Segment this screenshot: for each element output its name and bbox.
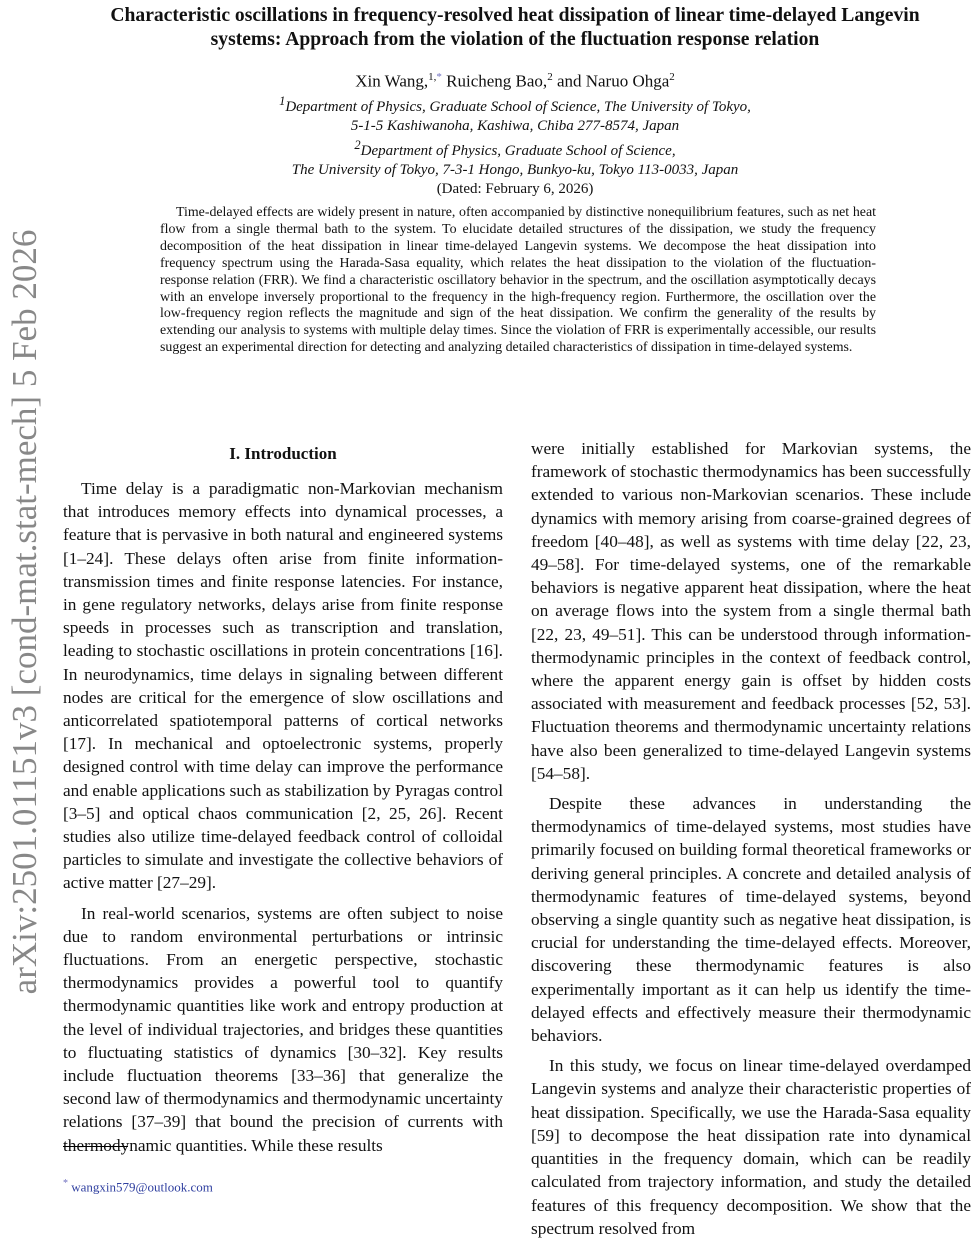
affil-line: Department of Physics, Graduate School of Science,: [360, 143, 676, 159]
affil-sup: 2: [354, 138, 361, 152]
affiliations: [60, 92, 970, 199]
affil-sup: 1: [279, 94, 286, 108]
affiliation-1: [60, 92, 970, 117]
author-1: Xin Wang,: [355, 71, 429, 91]
paragraph: Time delay is a paradigmatic non-Markovian mechanism that introduces memory effects into dynamical processes, a feature that is pervasive in both natural and engineered systems [1–24]. These delays often arise from finite information-transmission times and finite response latencies. For instance, in gene regulatory networks, delays arise from finite response speeds in processes such as transcription and translation, leading to stochastic oscillations in protein concentrations [16]. In neurodynamics, time delays in signaling between different nodes are critical for the emergence of slow oscillations and anticorrelated spatiotemporal patterns of cortical networks [17]. In mechanical and optoelectronic systems, properly designed control with time delay can improve the performance and enable applications such as stabilization by Pyragas control [3–5] and optical chaos communication [2, 25, 26]. Recent studies also utilize time-delayed feedback control of colloidal particles to simulate and investigate the collective behaviors of active matter [27–29].: [63, 479, 503, 893]
arxiv-stamp: arXiv:2501.01151v3 [cond-mat.stat-mech] 5 Feb 2026: [5, 229, 44, 995]
corresponding-mark[interactable]: *: [436, 71, 442, 83]
title-line-2: systems: Approach from the violation of the fluctuation response relation: [210, 29, 820, 50]
affiliation-2: [60, 136, 970, 161]
dated: (Dated: February 6, 2026): [436, 181, 594, 197]
right-column: [531, 437, 971, 1240]
abstract: Time-delayed effects are widely present in nature, often accompanied by distinctive nonequilibrium features, such as net heat flow from a single thermal bath to the system. To elucidate detailed structures of the dissipation, we study the frequency decomposition of the heat dissipation in linear time-delayed Langevin systems. We decompose the heat dissipation into frequency spectrum using the Harada-Sasa equality, which relates the heat dissipation to the violation of the fluctuation-response relation (FRR). We find a characteristic oscillatory behavior in the spectrum, and the oscillation asymptotically decays with an envelope inversely proportional to the frequency in the high-frequency region. Furthermore, the oscillation over the low-frequency region reflects the magnitude and sign of the heat dissipation. We confirm the generality of the results by extending our analysis to systems with multiple delay times. Since the violation of FRR is experimentally accessible, our results suggest an experimental direction for detecting and analyzing detailed characteristics of dissipation in time-delayed systems.: [160, 205, 876, 356]
footnote-rule: [63, 1146, 128, 1147]
footnote: [63, 1178, 213, 1195]
affiliation-2-address: The University of Tokyo, 7-3-1 Hongo, Bunkyo-ku, Tokyo 113-0033, Japan: [291, 162, 739, 178]
author-list: [60, 66, 970, 93]
affil-line: Department of Physics, Graduate School of Science, The University of Tokyo,: [285, 99, 751, 115]
author-1-affil: 1,: [428, 71, 437, 83]
author-3-affil: 2: [669, 71, 675, 83]
author-2-affil: 2: [547, 71, 553, 83]
paper-title: [60, 4, 970, 52]
paragraph: In this study, we focus on linear time-delayed overdamped Langevin systems and analyze their characteristic properties of heat dissipation. Specifically, we use the Harada-Sasa equality [59] to decompose the heat dissipation rate into dynamical quantities in the frequency domain, which can be readily calculated from trajectory information, and study the detailed features of this frequency decomposition. We show that the spectrum resolved from: [531, 1056, 971, 1238]
author-2: Ruicheng Bao,: [441, 71, 548, 91]
paragraph: In real-world scenarios, systems are often subject to noise due to random environmental perturbations or intrinsic fluctuations. From an energetic perspective, stochastic thermodynamics provides a powerful tool to quantify thermodynamic quantities like work and entropy production at the level of individual trajectories, and bridges these quantities to fluctuating statistics of dynamics [30–32]. Key results include fluctuation theorems [33–36] that generalize the second law of thermodynamics and thermodynamic uncertainty relations [37–39] that bound the precision of currents with thermodynamic quantities. While these results: [63, 903, 503, 1155]
paragraph: Despite these advances in understanding the thermodynamics of time-delayed systems, most studies have primarily focused on building formal theoretical frameworks or deriving general principles. A concrete and detailed analysis of thermodynamic features of time-delayed systems, beyond observing a single quantity such as negative heat dissipation, is crucial for understanding the time-delayed effects. Moreover, discovering these thermodynamic features is also experimentally important as it can help us identify the time-delayed effects and effectively measure their thermodynamic behaviors.: [531, 794, 971, 1046]
footnote-mark: *: [63, 1178, 68, 1189]
paragraph: were initially established for Markovian systems, the framework of stochastic thermodynamics has been successfully extended to various non-Markovian scenarios. These include dynamics with memory arising from coarse-grained degrees of freedom [40–48], as well as systems with time delay [22, 23, 49–58]. For time-delayed systems, one of the remarkable behaviors is negative apparent heat dissipation, where the heat on average flows into the system from a single thermal bath [22, 23, 49–51]. This can be understood through information-thermodynamic principles in the context of feedback control, where the apparent energy gain is offset by hidden costs associated with measurement and feedback processes [52, 53]. Fluctuation theorems and thermodynamic uncertainty relations have also been generalized to time-delayed Langevin systems [54–58].: [531, 439, 971, 783]
section-heading: I. Introduction: [229, 444, 337, 463]
title-line-1: Characteristic oscillations in frequency-resolved heat dissipation of linear time-delayed Langevin: [110, 5, 920, 26]
email-link[interactable]: wangxin579@outlook.com: [71, 1179, 213, 1195]
left-column: [63, 443, 503, 1157]
affiliation-1-address: 5-1-5 Kashiwanoha, Kashiwa, Chiba 277-8574, Japan: [350, 118, 680, 134]
author-3: and Naruo Ohga: [552, 71, 670, 91]
